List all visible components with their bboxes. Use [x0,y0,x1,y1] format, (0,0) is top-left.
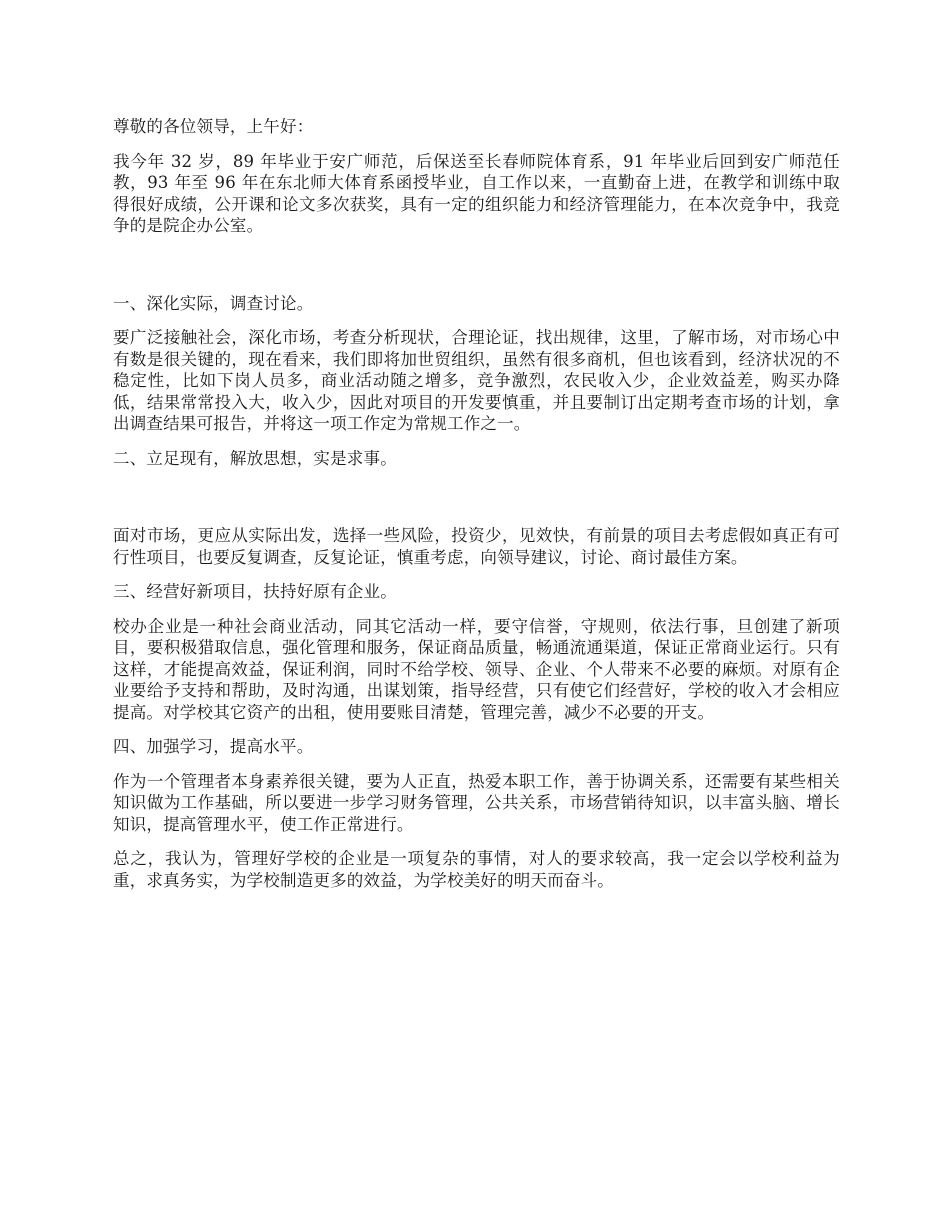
section-body-1: 要广泛接触社会，深化市场，考查分析现状，合理论证，找出规律，这里，了解市场，对市场心中有数是很关键的，现在看来，我们即将加世贸组织，虽然有很多商机，但也该看到，经济状况的不稳定性，比如下岗人员多，商业活动随之增多，竞争激烈，农民收入少，企业效益差，购买办降低，结果常常投入大，收入少，因此对项目的开发要慎重，并且要制订出定期考查市场的计划，拿出调查结果可报告，并将这一项工作定为常规工作之一。 [113,328,840,433]
document-page [113,116,840,891]
conclusion-paragraph: 总之，我认为，管理好学校的企业是一项复杂的事情，对人的要求较高，我一定会以学校利益为重，求真务实，为学校制造更多的效益，为学校美好的明天而奋斗。 [113,849,840,890]
section-heading-3: 三、经营好新项目，扶持好原有企业。 [113,582,397,601]
section-body-2: 面对市场，更应从实际出发，选择一些风险，投资少，见效快，有前景的项目去考虑假如真正有可行性项目，也要反复调查，反复论证，慎重考虑，向领导建议，讨论、商讨最佳方案。 [113,526,840,567]
section-heading-2: 二、立足现有，解放思想，实是求事。 [113,448,397,468]
section-heading-1: 一、深化实际，调查讨论。 [113,293,314,313]
intro-paragraph: 我今年 32 岁，89 年毕业于安广师范，后保送至长春师院体育系，91 年毕业后回到安广师范任教，93 年至 96 年在东北师大体育系函授毕业，自工作以来，一直勤奋上进，在教学和训练中取得很好成绩，公开课和论文多次获奖，具有一定的组织能力和经济管理能力，在本次竞争中，我竞争的是院企办公室。 [113,151,840,235]
section-heading-4: 四、加强学习，提高水平。 [113,737,314,756]
section-body-3: 校办企业是一种社会商业活动，同其它活动一样，要守信誉，守规则，依法行事，旦创建了新项目，要积极猎取信息，强化管理和服务，保证商品质量，畅通流通渠道，保证正常商业运行。只有这样，才能提高效益，保证利润，同时不给学校、领导、企业、个人带来不必要的麻烦。对原有企业要给予支持和帮助，及时沟通，出谋划策，指导经营，只有使它们经营好，学校的收入才会相应提高。对学校其它资产的出租，使用要账目清楚，管理完善，减少不必要的开支。 [113,616,840,722]
section-body-4: 作为一个管理者本身素养很关键，要为人正直，热爱本职工作，善于协调关系，还需要有某些相关知识做为工作基础，所以要进一步学习财务管理，公共关系，市场营销待知识，以丰富头脑、增长知识，提高管理水平，使工作正常进行。 [113,771,840,834]
salutation: 尊敬的各位领导，上午好： [113,117,314,136]
